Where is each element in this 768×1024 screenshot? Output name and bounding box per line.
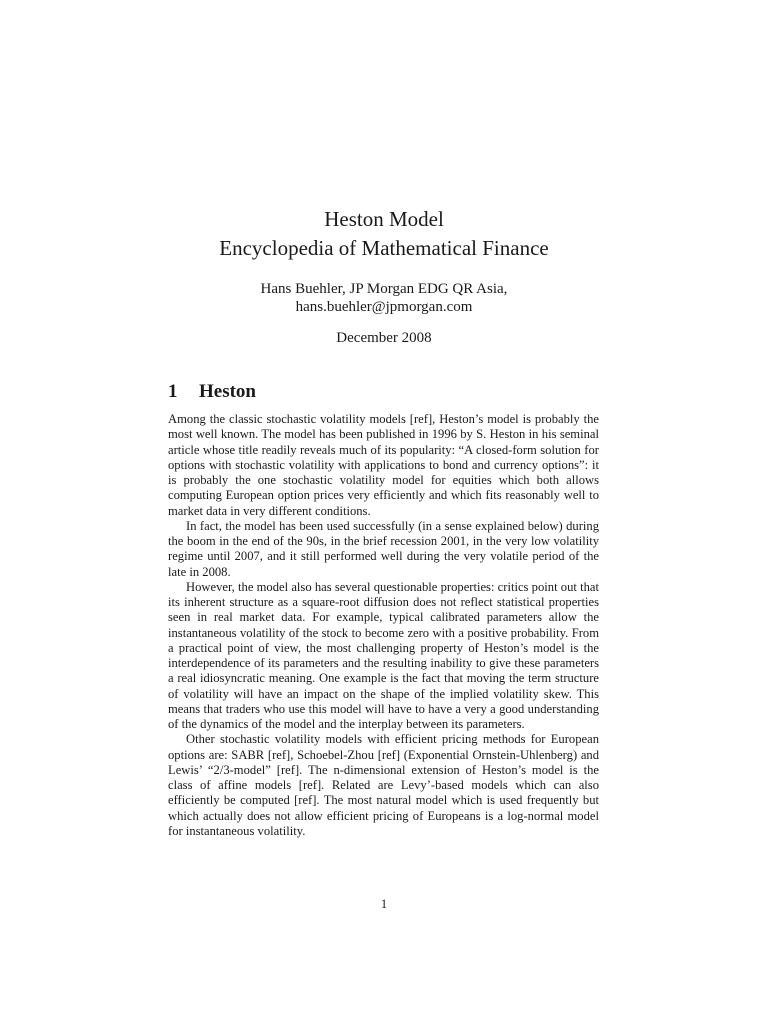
document-title [0, 205, 768, 263]
author-block [0, 280, 768, 316]
page-number: 1 [380, 897, 388, 911]
paragraph-4: Other stochastic volatility models with efficient pricing methods for European options are: SABR [ref], Schoebel-Zhou [ref] (Exponential Ornstein-Uhlenberg) and Lewis’ “2/3-model” [ref]. The n-dimensional extension of Heston’s model is the class of affine models [ref]. Related are Levy’-based models which can also efficiently be computed [ref]. The most natural model which is used frequently but which actually does not allow efficient pricing of Europeans is a log-normal model for instantaneous volatility. [168, 732, 599, 838]
section-title: Heston [199, 381, 256, 402]
title-line-2: Encyclopedia of Mathematical Finance [219, 236, 549, 260]
paragraph-1: Among the classic stochastic volatility models [ref], Heston’s model is probably the most well known. The model has been published in 1996 by S. Heston in his seminal article whose title readily reveals much of its popularity: “A closed-form solution for options with stochastic volatility with applications to bond and currency options”: it is probably the one stochastic volatility model for equities which both allows computing European option prices very efficiently and which fits reasonably well to market data in very different conditions. [168, 412, 599, 518]
paragraph-2: In fact, the model has been used successfully (in a sense explained below) during the boom in the end of the 90s, in the brief recession 2001, in the very low volatility regime until 2007, and it still performed well during the very volatile period of the late in 2008. [168, 518, 599, 579]
section-body [168, 412, 599, 839]
section-number: 1 [168, 381, 178, 402]
section-heading [168, 380, 256, 404]
title-line-1: Heston Model [324, 207, 444, 231]
author-email: hans.buehler@jpmorgan.com [295, 299, 473, 315]
author-affiliation: Hans Buehler, JP Morgan EDG QR Asia, [260, 281, 508, 297]
paragraph-3: However, the model also has several questionable properties: critics point out that its inherent structure as a square-root diffusion does not reflect statistical properties seen in real market data. For example, typical calibrated parameters allow the instantaneous volatility of the stock to become zero with a positive probability. From a practical point of view, the most challenging property of Heston’s model is the interdependence of its parameters and the resulting inability to give these parameters a real idiosyncratic meaning. One example is the fact that moving the term structure of volatility will have an impact on the shape of the implied volatility skew. This means that traders who use this model will have to have a very a good understanding of the dynamics of the model and the interplay between its parameters. [168, 579, 599, 731]
document-date: December 2008 [336, 330, 432, 346]
